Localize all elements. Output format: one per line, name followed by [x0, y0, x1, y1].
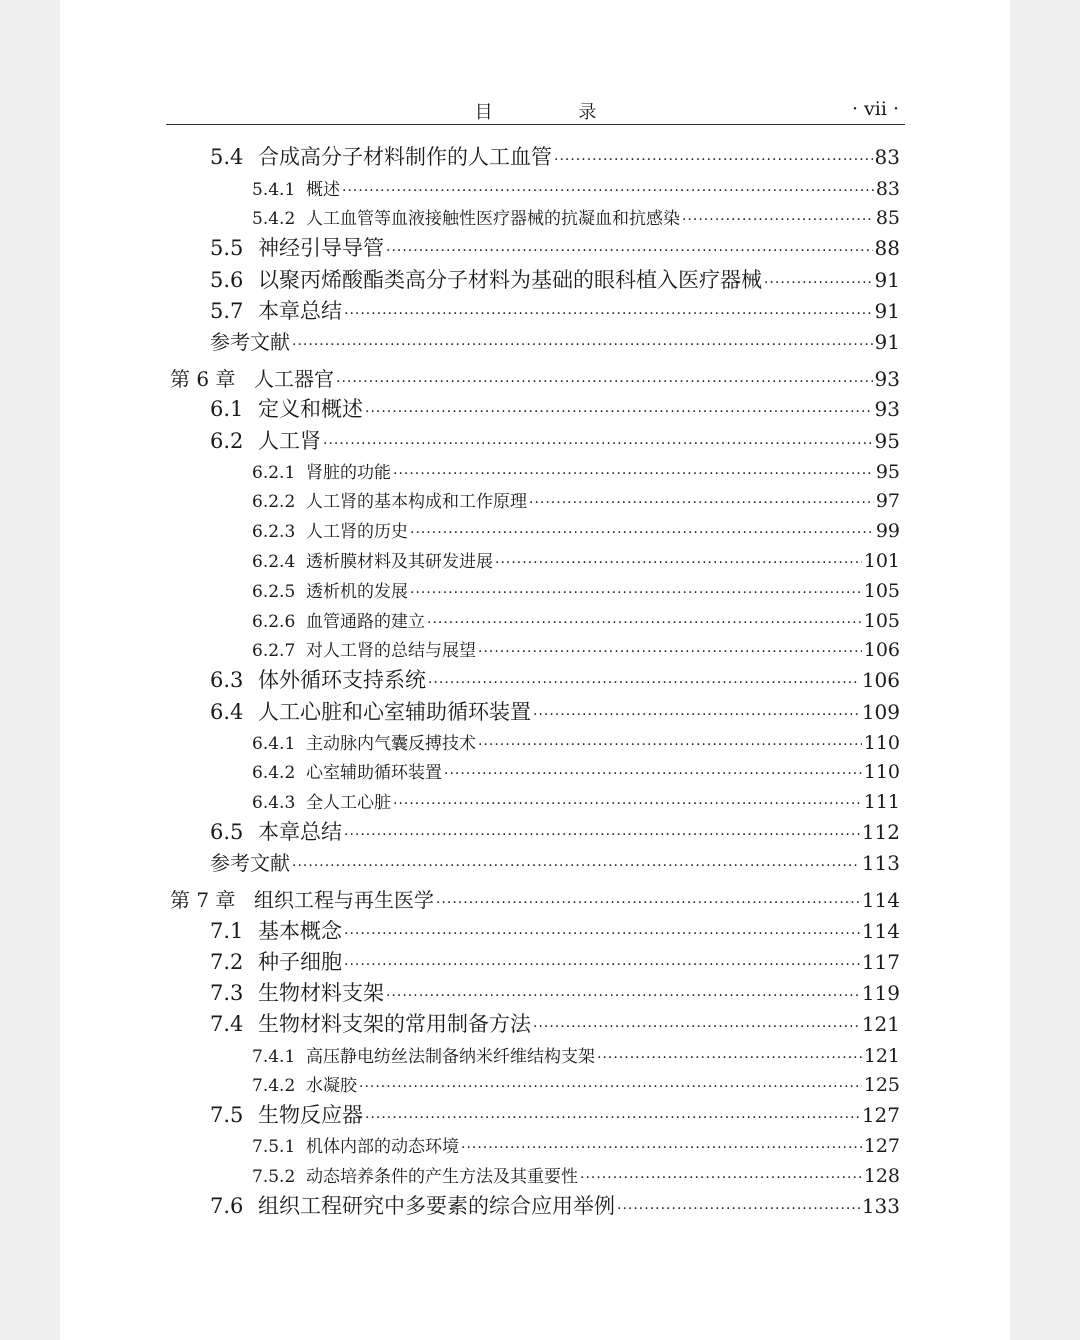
toc-entry-page: 125: [863, 1074, 900, 1096]
toc-entry: [210, 394, 900, 424]
toc-entry-number: 5.6: [210, 268, 244, 292]
toc-entry-title: 人工肾: [258, 429, 321, 453]
toc-entry: [210, 1100, 900, 1130]
toc-entry-title: 全人工心脏: [306, 793, 391, 813]
dot-leader: [554, 145, 873, 175]
toc-entry: [252, 606, 900, 636]
dot-leader: [436, 888, 860, 918]
dot-leader: [533, 700, 860, 730]
dot-leader: [444, 759, 862, 789]
toc-entry-number: 6.2: [210, 429, 244, 453]
dot-leader: [365, 397, 873, 427]
dot-leader: [529, 488, 874, 518]
toc-entry-page: 95: [874, 429, 900, 453]
toc-entry-title: 体外循环支持系统: [258, 668, 426, 692]
toc-entry: [252, 546, 900, 576]
toc-entry: [252, 1041, 900, 1071]
toc-entry-page: 128: [863, 1165, 900, 1187]
toc-entry-title: 人工肾的历史: [306, 522, 408, 542]
toc-entry-title: 本章总结: [258, 299, 342, 323]
dot-leader: [533, 1012, 860, 1042]
toc-entry-title: 概述: [306, 180, 340, 200]
dot-leader: [478, 637, 862, 667]
toc-entry-page: 97: [875, 490, 900, 512]
toc-entry-title: 以聚丙烯酸酯类高分子材料为基础的眼科植入医疗器械: [258, 268, 762, 292]
toc-entry: [252, 1070, 900, 1100]
header-page-number: · vii ·: [851, 98, 899, 120]
toc-entry: [252, 1131, 900, 1161]
toc-entry: [252, 757, 900, 787]
toc-entry-number: 6.2.4: [252, 552, 296, 572]
toc-entry-number: 6.2.6: [252, 612, 296, 632]
dot-leader: [344, 950, 860, 980]
toc-entry: [252, 635, 900, 665]
dot-leader: [344, 820, 860, 850]
toc-entry-page: 133: [861, 1194, 900, 1218]
toc-entry-number: 6.2.1: [252, 463, 296, 483]
toc-entry-title: 合成高分子材料制作的人工血管: [258, 145, 552, 169]
toc-entry-page: 105: [863, 610, 900, 632]
toc-entry-page: 117: [861, 950, 900, 974]
toc-entry: [252, 174, 900, 204]
toc-entry-title: 人工血管等血液接触性医疗器械的抗凝血和抗感染: [306, 209, 680, 229]
dot-leader: [386, 981, 860, 1011]
dot-leader: [428, 668, 860, 698]
toc-entry: [252, 576, 900, 606]
toc-entry: [252, 486, 900, 516]
toc-entry-title: 血管通路的建立: [306, 612, 425, 632]
dot-leader: [461, 1133, 862, 1163]
toc-entry-page: 127: [861, 1103, 900, 1127]
toc-entry-number: 6.2.5: [252, 582, 296, 602]
toc-entry: [210, 697, 900, 727]
dot-leader: [365, 1103, 860, 1133]
toc-entry-number: 7.3: [210, 981, 244, 1005]
dot-leader: [386, 236, 873, 266]
toc-entry-title: 水凝胶: [306, 1076, 357, 1096]
dot-leader: [336, 367, 873, 397]
toc-entry-page: 101: [863, 550, 900, 572]
toc-entry-page: 109: [861, 700, 900, 724]
toc-entry: [210, 916, 900, 946]
toc-entry-number: 7.5.2: [252, 1167, 296, 1187]
toc-entry-number: 6.2.3: [252, 522, 296, 542]
toc-entry-number: 7.2: [210, 950, 244, 974]
toc-entry-number: 第 6 章: [170, 367, 236, 391]
table-of-contents: [60, 0, 1010, 1340]
toc-entry-page: 121: [863, 1045, 900, 1067]
toc-entry-number: 6.3: [210, 668, 244, 692]
toc-entry-title: 组织工程与再生医学: [254, 888, 434, 912]
toc-entry-title: 肾脏的功能: [306, 463, 391, 483]
toc-entry-title: 定义和概述: [258, 397, 363, 421]
toc-entry: [210, 327, 900, 357]
toc-entry-page: 99: [875, 520, 900, 542]
toc-entry-title: 主动脉内气囊反搏技术: [306, 734, 476, 754]
toc-entry-page: 114: [861, 919, 900, 943]
toc-entry-title: 机体内部的动态环境: [306, 1137, 459, 1157]
dot-leader: [323, 429, 873, 459]
toc-entry-number: 5.4: [210, 145, 244, 169]
toc-entry-page: 113: [861, 851, 900, 875]
toc-entry: [210, 665, 900, 695]
toc-entry-page: 93: [874, 397, 900, 421]
toc-entry-title: 参考文献: [210, 851, 290, 875]
toc-entry-page: 91: [874, 299, 900, 323]
toc-entry-title: 人工器官: [254, 367, 334, 391]
toc-entry-number: 5.7: [210, 299, 244, 323]
toc-entry-title: 人工心脏和心室辅助循环装置: [258, 700, 531, 724]
dot-leader: [342, 176, 874, 206]
toc-entry-number: 7.5: [210, 1103, 244, 1127]
toc-entry: [252, 516, 900, 546]
toc-entry-page: 114: [861, 888, 900, 912]
dot-leader: [393, 459, 874, 489]
toc-entry: [252, 728, 900, 758]
toc-entry: [210, 142, 900, 172]
dot-leader: [495, 548, 862, 578]
toc-entry: [210, 978, 900, 1008]
toc-entry: [252, 1161, 900, 1191]
toc-entry-number: 6.4.3: [252, 793, 296, 813]
toc-entry-page: 93: [874, 367, 900, 391]
document-page: [60, 0, 1010, 1340]
toc-entry-title: 人工肾的基本构成和工作原理: [306, 492, 527, 512]
toc-entry-number: 7.4.1: [252, 1047, 296, 1067]
toc-entry: [210, 947, 900, 977]
toc-entry-title: 透析机的发展: [306, 582, 408, 602]
toc-entry-page: 83: [875, 178, 900, 200]
toc-entry-page: 121: [861, 1012, 900, 1036]
toc-entry: [210, 817, 900, 847]
dot-leader: [344, 919, 860, 949]
dot-leader: [682, 205, 874, 235]
dot-leader: [597, 1043, 862, 1073]
toc-entry-page: 110: [863, 732, 900, 754]
toc-entry-number: 6.4: [210, 700, 244, 724]
toc-entry-title: 组织工程研究中多要素的综合应用举例: [258, 1194, 615, 1218]
toc-entry-title: 对人工肾的总结与展望: [306, 641, 476, 661]
toc-entry-number: 5.4.2: [252, 209, 296, 229]
toc-entry-title: 基本概念: [258, 919, 342, 943]
toc-entry-page: 91: [874, 330, 900, 354]
toc-entry-page: 111: [863, 791, 900, 813]
toc-entry-number: 6.1: [210, 397, 244, 421]
toc-entry-title: 心室辅助循环装置: [306, 763, 442, 783]
toc-entry-number: 7.6: [210, 1194, 244, 1218]
toc-entry-title: 动态培养条件的产生方法及其重要性: [306, 1167, 578, 1187]
dot-leader: [410, 518, 874, 548]
dot-leader: [393, 789, 862, 819]
toc-entry-number: 6.4.2: [252, 763, 296, 783]
header-title: 目 录: [474, 102, 637, 123]
dot-leader: [292, 330, 873, 360]
toc-entry: [170, 364, 900, 394]
toc-entry-title: 生物材料支架: [258, 981, 384, 1005]
toc-entry-title: 种子细胞: [258, 950, 342, 974]
toc-entry: [210, 265, 900, 295]
toc-entry: [210, 426, 900, 456]
toc-entry-title: 本章总结: [258, 820, 342, 844]
toc-entry: [210, 296, 900, 326]
dot-leader: [478, 730, 862, 760]
toc-entry-number: 6.2.2: [252, 492, 296, 512]
toc-entry-page: 119: [861, 981, 900, 1005]
toc-entry-number: 6.4.1: [252, 734, 296, 754]
dot-leader: [580, 1163, 862, 1193]
dot-leader: [359, 1072, 862, 1102]
toc-entry-page: 95: [875, 461, 900, 483]
toc-entry-page: 83: [874, 145, 900, 169]
dot-leader: [617, 1194, 860, 1224]
toc-entry-page: 112: [861, 820, 900, 844]
toc-entry-page: 106: [863, 639, 900, 661]
toc-entry-page: 91: [874, 268, 900, 292]
toc-entry-number: 7.4.2: [252, 1076, 296, 1096]
toc-entry-page: 88: [874, 236, 900, 260]
toc-entry: [252, 457, 900, 487]
toc-entry-page: 110: [863, 761, 900, 783]
toc-entry-page: 127: [863, 1135, 900, 1157]
toc-entry-number: 5.4.1: [252, 180, 296, 200]
toc-entry: [210, 233, 900, 263]
toc-entry: [170, 885, 900, 915]
toc-entry-number: 6.5: [210, 820, 244, 844]
dot-leader: [764, 268, 873, 298]
toc-entry-number: 7.4: [210, 1012, 244, 1036]
toc-entry-title: 高压静电纺丝法制备纳米纤维结构支架: [306, 1047, 595, 1067]
toc-entry: [210, 848, 900, 878]
toc-entry: [252, 203, 900, 233]
toc-entry-title: 生物反应器: [258, 1103, 363, 1127]
toc-entry-number: 7.5.1: [252, 1137, 296, 1157]
toc-entry-page: 106: [861, 668, 900, 692]
toc-entry-page: 105: [863, 580, 900, 602]
toc-entry-number: 第 7 章: [170, 888, 236, 912]
dot-leader: [292, 851, 860, 881]
toc-entry-title: 神经引导导管: [258, 236, 384, 260]
toc-entry-page: 85: [875, 207, 900, 229]
dot-leader: [410, 578, 862, 608]
toc-entry-number: 6.2.7: [252, 641, 296, 661]
toc-entry-title: 生物材料支架的常用制备方法: [258, 1012, 531, 1036]
toc-entry-title: 参考文献: [210, 330, 290, 354]
toc-entry: [210, 1191, 900, 1221]
dot-leader: [427, 608, 862, 638]
toc-entry: [210, 1009, 900, 1039]
toc-entry-number: 5.5: [210, 236, 244, 260]
toc-entry: [252, 787, 900, 817]
dot-leader: [344, 299, 873, 329]
toc-entry-title: 透析膜材料及其研发进展: [306, 552, 493, 572]
toc-entry-number: 7.1: [210, 919, 244, 943]
